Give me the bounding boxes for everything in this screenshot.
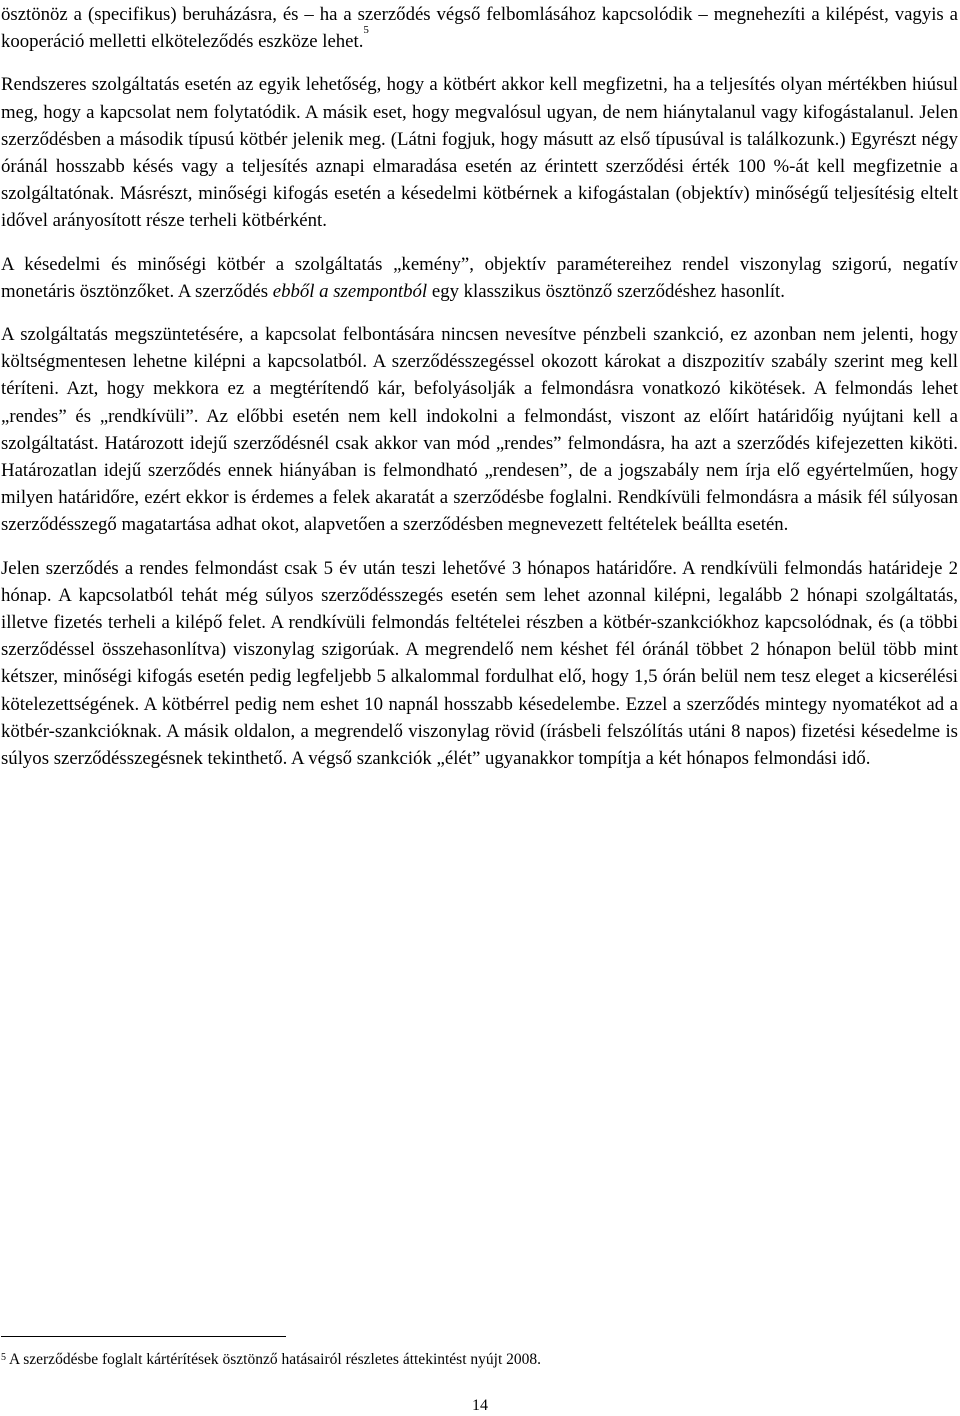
footnote-mark: 5 <box>1 1352 6 1363</box>
footnote-text: A szerződésbe foglalt kártérítések ösztönző hatásairól részletes áttekintést nyújt 2008. <box>6 1351 542 1368</box>
paragraph-1-text: ösztönöz a (specifikus) beruházásra, és – ha a szerződés végső felbomlásához kapcsolódik – megnehezíti a kilépést, vagyis a kooperáció melletti elköteleződés eszköze lehet. <box>1 4 958 53</box>
paragraph-1 <box>1 1 958 55</box>
paragraph-4-text: A szolgáltatás megszüntetésére, a kapcsolat felbontására nincsen nevesítve pénzbeli szankció, ez azonban nem jelenti, hogy költségmentesen lehetne kilépni a kapcsolatból. A szerződésszegéssel okozott károkat a diszpozitív szabály szerint meg kell téríteni. Azt, hogy mekkora ez a megtérítendő kár, befolyásolják a felmondásra vonatkozó kikötések. A felmondás lehet „rendes” és „rendkívüli”. Az előbbi esetén nem kell indokolni a felmondást, viszont az előírt határidőig nyújtani kell a szolgáltatást. Határozott idejű szerződésnél csak akkor van mód „rendes” felmondásra, ha azt a szerződés kifejezetten kiköti. Határozatlan idejű szerződés ennek hiányában is felmondható „rendesen”, de a jogszabály nem írja elő egyértelműen, hogy milyen határidőre, ezért ekkor is érdemes a felek akaratát a szerződésbe foglalni. Rendkívüli felmondásra a másik fél súlyosan szerződésszegő magatartása adhat okot, alapvetően a szerződésben megnevezett feltételek beállta esetén. <box>1 324 958 536</box>
paragraph-2 <box>1 71 958 234</box>
footnote-separator <box>1 1336 286 1337</box>
paragraph-5-text: Jelen szerződés a rendes felmondást csak 5 év után teszi lehetővé 3 hónapos határidőre. A rendkívüli felmondás határideje 2 hónap. A kapcsolatból tehát még súlyos szerződésszegés esetén sem lehet azonnal kilépni, legalább 2 hónapi szolgáltatás, illetve fizetés terheli a kilépő felet. A rendkívüli felmondás feltételei részben a kötbér-szankciókhoz kapcsolódnak, és (a többi szerződéssel összehasonlítva) viszonylag szigorúak. A megrendelő nem késhet fél óránál többet 2 hónapon belül több mint kétszer, minőségi kifogás esetén pedig legfeljebb 5 alkalommal fordulhat elő, hogy 1,5 órán belül nem tesz eleget a kicserélési kötelezettségének. A kötbérrel pedig nem eshet 10 napnál hosszabb késedelembe. Ezzel a szerződés mintegy nyomatékot ad a kötbér-szankcióknak. A másik oldalon, a megrendelő viszonylag rövid (írásbeli felszólítás utáni 8 napos) fizetési késedelme is súlyos szerződésszegésnek tekinthető. A végső szankciók „élét” ugyanakkor tompítja a két hónapos felmondási idő. <box>1 557 958 770</box>
paragraph-3-text-a: A késedelmi és minőségi kötbér a szolgáltatás „kemény”, objektív paramétereihez rendel viszonylag szigorú, negatív monetáris ösztönzőket. A szerződés <box>1 253 958 302</box>
paragraph-5 <box>1 555 958 773</box>
paragraph-3 <box>1 251 958 305</box>
footnote <box>1 1350 958 1370</box>
page-number: 14 <box>472 1397 488 1414</box>
paragraph-2-text: Rendszeres szolgáltatás esetén az egyik lehetőség, hogy a kötbért akkor kell megfizetni, ha a teljesítés olyan mértékben hiúsul meg, hogy a kapcsolat nem folytatódik. A másik eset, hogy megvalósul ugyan, de nem hiánytalanul vagy kifogástalanul. Jelen szerződésben a második típusú kötbér jelenik meg. (Látni fogjuk, hogy másutt az első típusúval is találkozunk.) Egyrészt négy óránál hosszabb késés vagy a teljesítés aznapi elmaradása esetén az érintett szerződési érték 100 %-át kell megfizetnie a szolgáltatónak. Másrészt, minőségi kifogás esetén a késedelmi kötbérnek a kifogástalan (objektív) minőségű teljesítésig eltelt idővel arányosított része terheli kötbérként. <box>1 74 958 232</box>
paragraph-3-emphasis: ebből a szempontból <box>272 280 428 302</box>
paragraph-3-text-b: egy klasszikus ösztönző szerződéshez hasonlít. <box>427 280 785 302</box>
paragraph-4 <box>1 321 958 539</box>
footnote-reference: 5 <box>363 24 369 37</box>
body-text <box>1 1 958 788</box>
